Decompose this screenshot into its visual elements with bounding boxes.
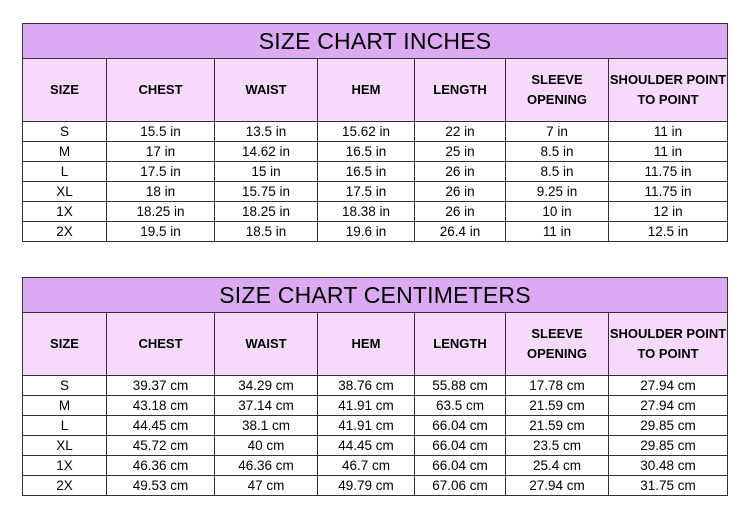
measurement-cell: 67.06 cm [415,476,506,496]
table-row [23,142,728,162]
table-row [23,202,728,222]
size-cell: 2X [23,222,107,242]
measurement-cell: 22 in [415,122,506,142]
measurement-cell: 26 in [415,202,506,222]
table-row [23,182,728,202]
column-header-length: LENGTH [415,313,506,376]
column-header-hem: HEM [318,59,415,122]
size-cell: 1X [23,456,107,476]
measurement-cell: 19.5 in [107,222,215,242]
size-cell: M [23,142,107,162]
measurement-cell: 26 in [415,162,506,182]
measurement-cell: 49.79 cm [318,476,415,496]
column-header-waist: WAIST [215,313,318,376]
size-cell: M [23,396,107,416]
column-header-chest: CHEST [107,59,215,122]
measurement-cell: 41.91 cm [318,396,415,416]
measurement-cell: 23.5 cm [506,436,609,456]
size-cell: L [23,416,107,436]
column-header-waist: WAIST [215,59,318,122]
table-row [23,376,728,396]
column-header-size: SIZE [23,313,107,376]
measurement-cell: 30.48 cm [609,456,728,476]
measurement-cell: 14.62 in [215,142,318,162]
size-cell: XL [23,436,107,456]
table-row [23,222,728,242]
measurement-cell: 66.04 cm [415,416,506,436]
measurement-cell: 10 in [506,202,609,222]
measurement-cell: 27.94 cm [506,476,609,496]
measurement-cell: 39.37 cm [107,376,215,396]
measurement-cell: 31.75 cm [609,476,728,496]
size-cell: 1X [23,202,107,222]
measurement-cell: 11 in [506,222,609,242]
measurement-cell: 17.5 in [318,182,415,202]
measurement-cell: 25 in [415,142,506,162]
measurement-cell: 46.36 cm [215,456,318,476]
size-cell: XL [23,182,107,202]
measurement-cell: 12.5 in [609,222,728,242]
measurement-cell: 13.5 in [215,122,318,142]
table-row [23,122,728,142]
measurement-cell: 41.91 cm [318,416,415,436]
measurement-cell: 63.5 cm [415,396,506,416]
table-body [23,376,728,496]
table-row [23,162,728,182]
table-body [23,122,728,242]
measurement-cell: 29.85 cm [609,416,728,436]
measurement-cell: 7 in [506,122,609,142]
table-row [23,416,728,436]
measurement-cell: 66.04 cm [415,456,506,476]
measurement-cell: 44.45 cm [107,416,215,436]
measurement-cell: 11.75 in [609,162,728,182]
measurement-cell: 21.59 cm [506,396,609,416]
column-header-chest: CHEST [107,313,215,376]
measurement-cell: 12 in [609,202,728,222]
table-row [23,436,728,456]
measurement-cell: 18.5 in [215,222,318,242]
measurement-cell: 8.5 in [506,142,609,162]
table-row [23,456,728,476]
measurement-cell: 47 cm [215,476,318,496]
measurement-cell: 18.25 in [215,202,318,222]
measurement-cell: 46.36 cm [107,456,215,476]
column-header-shoulder: SHOULDER POINT TO POINT [609,313,728,376]
measurement-cell: 8.5 in [506,162,609,182]
chart-title: SIZE CHART CENTIMETERS [23,278,728,313]
measurement-cell: 29.85 cm [609,436,728,456]
size-chart-inches [22,23,727,242]
measurement-cell: 18.38 in [318,202,415,222]
measurement-cell: 55.88 cm [415,376,506,396]
measurement-cell: 17.78 cm [506,376,609,396]
measurement-cell: 18.25 in [107,202,215,222]
measurement-cell: 18 in [107,182,215,202]
measurement-cell: 26.4 in [415,222,506,242]
measurement-cell: 25.4 cm [506,456,609,476]
measurement-cell: 66.04 cm [415,436,506,456]
measurement-cell: 38.1 cm [215,416,318,436]
measurement-cell: 15 in [215,162,318,182]
column-header-length: LENGTH [415,59,506,122]
measurement-cell: 15.75 in [215,182,318,202]
measurement-cell: 11 in [609,122,728,142]
measurement-cell: 15.5 in [107,122,215,142]
size-chart-inches-table [22,23,728,242]
size-chart-centimeters-table [22,277,728,496]
measurement-cell: 21.59 cm [506,416,609,436]
measurement-cell: 27.94 cm [609,376,728,396]
column-header-size: SIZE [23,59,107,122]
measurement-cell: 15.62 in [318,122,415,142]
measurement-cell: 17.5 in [107,162,215,182]
size-cell: L [23,162,107,182]
size-cell: S [23,122,107,142]
measurement-cell: 34.29 cm [215,376,318,396]
size-cell: S [23,376,107,396]
measurement-cell: 9.25 in [506,182,609,202]
column-header-shoulder: SHOULDER POINT TO POINT [609,59,728,122]
table-row [23,476,728,496]
measurement-cell: 19.6 in [318,222,415,242]
measurement-cell: 11.75 in [609,182,728,202]
table-row [23,396,728,416]
measurement-cell: 27.94 cm [609,396,728,416]
measurement-cell: 16.5 in [318,142,415,162]
column-header-hem: HEM [318,313,415,376]
column-header-sleeve-opening: SLEEVE OPENING [506,313,609,376]
measurement-cell: 45.72 cm [107,436,215,456]
size-cell: 2X [23,476,107,496]
measurement-cell: 17 in [107,142,215,162]
measurement-cell: 11 in [609,142,728,162]
measurement-cell: 38.76 cm [318,376,415,396]
measurement-cell: 44.45 cm [318,436,415,456]
measurement-cell: 46.7 cm [318,456,415,476]
size-chart-centimeters [22,277,727,496]
measurement-cell: 37.14 cm [215,396,318,416]
measurement-cell: 40 cm [215,436,318,456]
measurement-cell: 26 in [415,182,506,202]
column-header-sleeve-opening: SLEEVE OPENING [506,59,609,122]
measurement-cell: 43.18 cm [107,396,215,416]
chart-title: SIZE CHART INCHES [23,24,728,59]
measurement-cell: 49.53 cm [107,476,215,496]
measurement-cell: 16.5 in [318,162,415,182]
